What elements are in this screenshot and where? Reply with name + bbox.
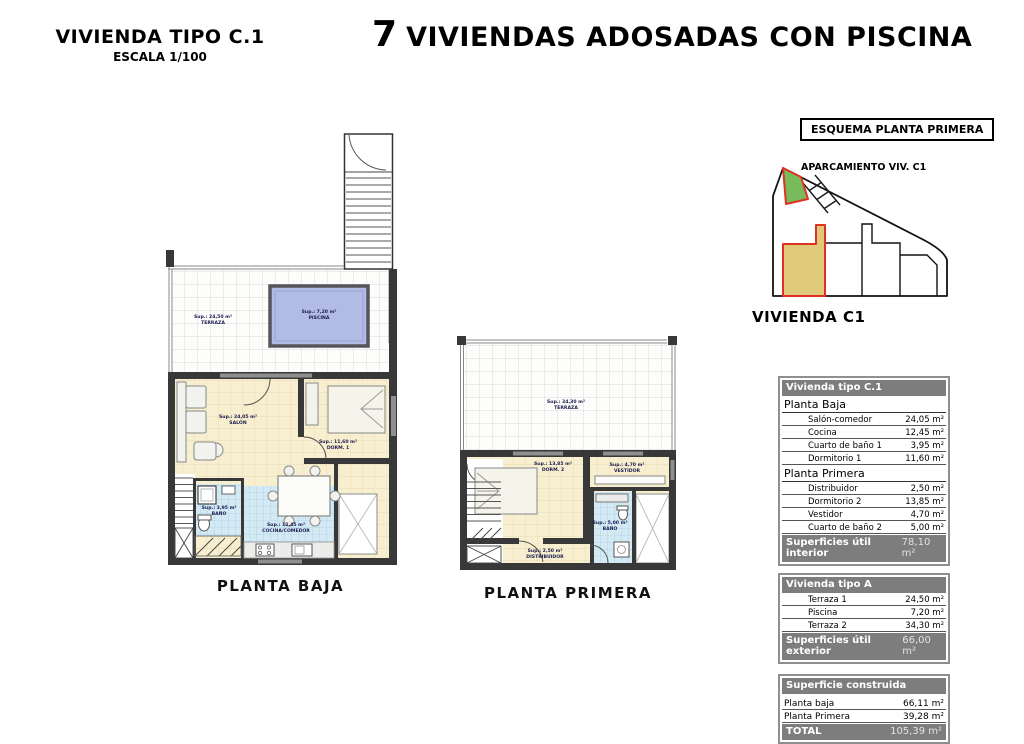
table-row: Dormitorio 1 11,60 m²	[782, 452, 946, 465]
patio-void	[339, 494, 377, 554]
table-header: Vivienda tipo A	[782, 577, 946, 593]
table-built-areas	[778, 674, 950, 744]
table-footer: Superficies útil interior 78,10 m²	[782, 535, 946, 562]
sofa-back	[177, 382, 186, 462]
void-x	[636, 494, 669, 563]
room-label-sup: Sup.: 11,60 m²	[319, 440, 357, 445]
room-label-name: VESTIDOR	[613, 469, 641, 474]
room-label-sup: Sup.: 13,85 m²	[534, 462, 572, 467]
room-label-name: PISCINA	[308, 316, 330, 321]
room-label-sup: Sup.: 5,00 m²	[592, 521, 628, 526]
table-section-title: Planta Primera	[782, 465, 946, 482]
terrace-upper	[457, 336, 677, 452]
planta-primera-plan	[453, 332, 683, 577]
room-label-sup: Sup.: 2,50 m²	[527, 549, 563, 554]
table-row: Cuarto de baño 2 5,00 m²	[782, 521, 946, 534]
parking-label: APARCAMIENTO VIV. C1	[801, 162, 927, 173]
room-label-sup: Sup.: 4,70 m²	[609, 463, 645, 468]
main-title-text: VIVIENDAS ADOSADAS CON PISCINA	[406, 22, 973, 53]
room-label-name: SALÓN	[229, 421, 247, 426]
planta-primera-caption: PLANTA PRIMERA	[483, 584, 653, 602]
parking-highlight	[783, 168, 808, 204]
room-label-name: DISTRIBUIDOR	[526, 555, 564, 560]
table-row: Cuarto de baño 1 3,95 m²	[782, 439, 946, 452]
exterior-staircase	[345, 134, 393, 269]
vivienda-c1-label: VIVIENDA C1	[752, 308, 866, 326]
bed	[475, 468, 537, 514]
room-label-name: TERRAZA	[554, 406, 578, 411]
bed	[328, 386, 385, 433]
table-row: Dormitorio 2 13,85 m²	[782, 495, 946, 508]
room-label-name: DORM. 1	[326, 446, 350, 451]
table-row: Cocina 12,45 m²	[782, 426, 946, 439]
room-label-sup: Sup.: 24,50 m²	[194, 315, 232, 320]
sheet-title: VIVIENDA TIPO C.1	[55, 26, 265, 48]
closet	[595, 476, 665, 484]
kitchen-counter	[244, 542, 334, 558]
sheet-title-block	[35, 26, 285, 64]
table-section-title: Planta Baja	[782, 396, 946, 413]
table-row: Piscina 7,20 m²	[782, 606, 946, 619]
table-header: Vivienda tipo C.1	[782, 380, 946, 396]
table-row: Planta baja 66,11 m²	[784, 699, 944, 709]
area-tables	[778, 376, 950, 744]
table-footer: Superficies útil exterior 66,00 m²	[782, 633, 946, 660]
esquema-title: ESQUEMA PLANTA PRIMERA	[800, 118, 994, 141]
room-label-name: TERRAZA	[201, 321, 225, 326]
table-exterior-areas	[778, 573, 950, 664]
esquema-diagram	[770, 158, 960, 308]
armchair	[194, 442, 216, 460]
room-label-sup: Sup.: 3,95 m²	[201, 506, 237, 511]
table-row: Terraza 2 34,30 m²	[782, 619, 946, 632]
sheet-scale: ESCALA 1/100	[113, 50, 207, 64]
table-interior-areas	[778, 376, 950, 566]
table-footer: TOTAL 105,39 m²	[782, 724, 946, 740]
table-row: Salón-comedor 24,05 m²	[782, 413, 946, 426]
main-title-number: 7	[372, 14, 398, 55]
table-row: Distribuidor 2,50 m²	[782, 482, 946, 495]
room-label-sup: Sup.: 7,20 m²	[301, 310, 337, 315]
room-label-name: DORM. 2	[541, 468, 565, 473]
wardrobe	[306, 383, 318, 425]
table-row: Terraza 1 24,50 m²	[782, 593, 946, 606]
room-label-name: COCINA/COMEDOR	[262, 529, 310, 534]
room-label-sup: Sup.: 24,05 m²	[219, 415, 257, 420]
main-title	[372, 14, 972, 55]
room-label-sup: Sup.: 34,30 m²	[547, 400, 585, 405]
sofa-seat	[186, 411, 206, 433]
planta-baja-caption: PLANTA BAJA	[216, 577, 345, 595]
planta-baja-plan	[158, 128, 403, 568]
sofa-seat	[186, 386, 206, 408]
room-label-name: BAÑO	[602, 527, 618, 532]
table-header: Superficie construida	[782, 678, 946, 694]
room-label-sup: Sup.: 12,45 m²	[267, 523, 305, 528]
table-row: Vestidor 4,70 m²	[782, 508, 946, 521]
table-row: Planta Primera 39,28 m²	[784, 712, 944, 722]
room-label-name: BAÑO	[211, 512, 227, 517]
